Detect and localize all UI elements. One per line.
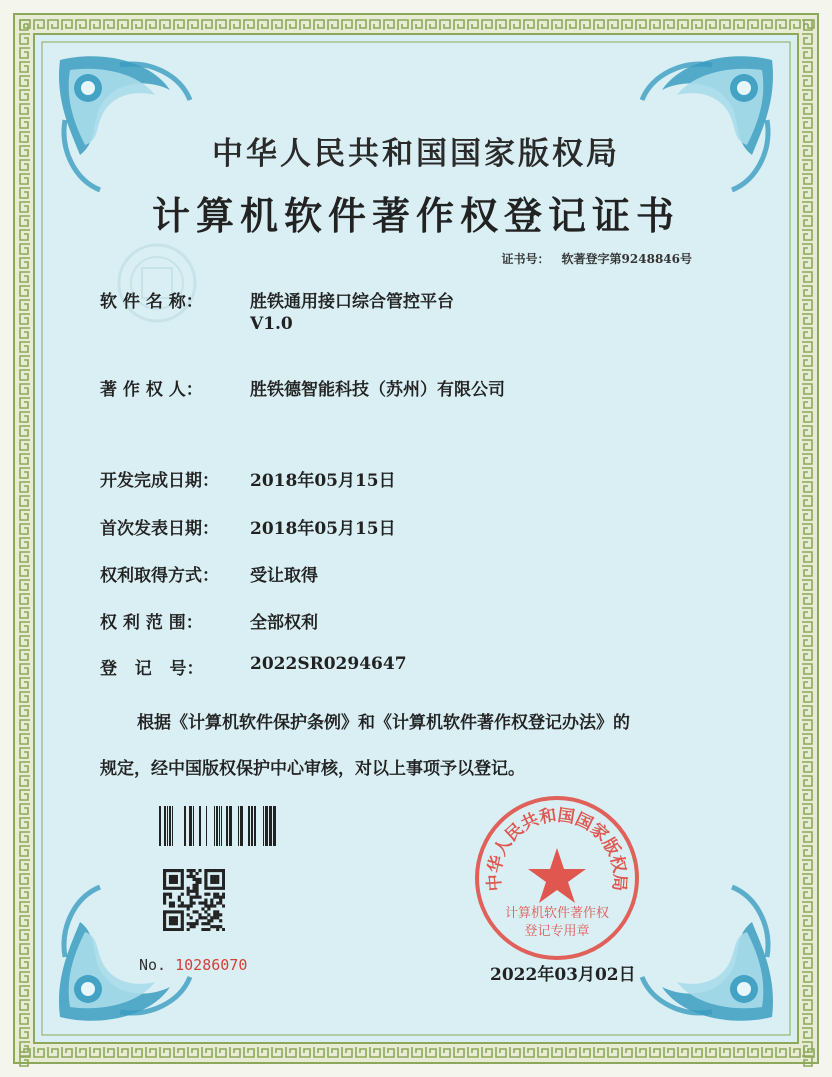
qr-module xyxy=(178,899,181,902)
qr-module xyxy=(193,925,196,928)
qr-module xyxy=(204,869,207,872)
qr-module xyxy=(190,875,193,878)
qr-module xyxy=(204,910,207,913)
barcode-bar xyxy=(189,806,192,846)
qr-module xyxy=(175,887,178,890)
barcode-bar xyxy=(254,806,256,846)
qr-module xyxy=(181,910,184,913)
qr-module xyxy=(166,869,169,872)
qr-module xyxy=(213,916,216,919)
qr-module xyxy=(195,872,198,875)
qr-module xyxy=(216,913,219,916)
barcode-bar xyxy=(172,806,173,846)
qr-module xyxy=(187,922,190,925)
qr-module xyxy=(210,916,213,919)
qr-module xyxy=(193,875,196,878)
qr-module xyxy=(213,904,216,907)
qr-module xyxy=(163,899,166,902)
qr-module xyxy=(175,875,178,878)
qr-module xyxy=(210,869,213,872)
statement-line-2: 规定，经中国版权保护中心审核，对以上事项予以登记。 xyxy=(100,759,525,779)
qr-module xyxy=(190,872,193,875)
qr-module xyxy=(198,881,201,884)
field-value-software-name: 胜铁通用接口综合管控平台 xyxy=(250,292,454,312)
qr-module xyxy=(169,896,172,899)
qr-module xyxy=(163,922,166,925)
qr-module xyxy=(210,925,213,928)
qr-module xyxy=(216,869,219,872)
qr-module xyxy=(172,887,175,890)
barcode-bar xyxy=(265,806,268,846)
qr-module xyxy=(172,869,175,872)
qr-module xyxy=(222,869,225,872)
qr-module xyxy=(175,928,178,931)
qr-module xyxy=(207,919,210,922)
qr-module xyxy=(216,901,219,904)
qr-module xyxy=(181,875,184,878)
qr-module xyxy=(190,890,193,893)
qr-module xyxy=(210,875,213,878)
barcode-bar xyxy=(193,806,194,846)
qr-module xyxy=(213,887,216,890)
qr-module xyxy=(172,919,175,922)
qr-module xyxy=(172,901,175,904)
qr-module xyxy=(181,916,184,919)
qr-module xyxy=(169,875,172,878)
qr-module xyxy=(222,884,225,887)
qr-module xyxy=(178,910,181,913)
field-label-publication-date: 首次发表日期： xyxy=(100,519,219,539)
qr-module xyxy=(195,922,198,925)
qr-module xyxy=(219,913,222,916)
qr-module xyxy=(204,928,207,931)
serial-prefix: No. xyxy=(139,956,167,974)
qr-module xyxy=(163,919,166,922)
qr-module xyxy=(187,928,190,931)
qr-module xyxy=(172,878,175,881)
qr-module xyxy=(166,893,169,896)
qr-module xyxy=(204,881,207,884)
barcode-bar xyxy=(216,806,218,846)
qr-module xyxy=(219,925,222,928)
qr-module xyxy=(178,887,181,890)
watermark-emblem xyxy=(112,238,202,328)
qr-module xyxy=(181,922,184,925)
qr-module xyxy=(163,869,166,872)
seal-inner-line-1: 计算机软件著作权 xyxy=(504,906,610,921)
qr-module xyxy=(169,904,172,907)
qr-module xyxy=(181,869,184,872)
qr-module xyxy=(175,919,178,922)
qr-module xyxy=(172,910,175,913)
qr-module xyxy=(195,884,198,887)
issuer-heading: 中华人民共和国国家版权局 xyxy=(212,136,620,172)
qr-module xyxy=(222,872,225,875)
qr-module xyxy=(178,904,181,907)
qr-module xyxy=(219,887,222,890)
certificate-number xyxy=(502,250,692,267)
qr-module xyxy=(181,901,184,904)
qr-module xyxy=(190,896,193,899)
field-label-rights-scope: 权 利 范 围： xyxy=(100,613,203,633)
qr-module xyxy=(163,884,166,887)
qr-module xyxy=(207,922,210,925)
qr-module xyxy=(198,901,201,904)
qr-module xyxy=(213,881,216,884)
qr-module xyxy=(204,904,207,907)
qr-module xyxy=(213,910,216,913)
qr-module xyxy=(172,875,175,878)
official-seal xyxy=(472,793,642,963)
serial-number xyxy=(139,956,247,974)
qr-module xyxy=(169,916,172,919)
qr-module xyxy=(193,884,196,887)
qr-module xyxy=(210,887,213,890)
qr-module xyxy=(166,887,169,890)
barcode-bar xyxy=(167,806,168,846)
qr-module xyxy=(181,881,184,884)
barcode-bar xyxy=(238,806,239,846)
qr-module xyxy=(201,928,204,931)
qr-module xyxy=(210,899,213,902)
qr-module xyxy=(190,899,193,902)
qr-module xyxy=(163,881,166,884)
barcode-bar xyxy=(214,806,215,846)
qr-module xyxy=(190,869,193,872)
qr-module xyxy=(213,878,216,881)
qr-module xyxy=(181,913,184,916)
qr-module xyxy=(175,878,178,881)
qr-module xyxy=(166,928,169,931)
barcode-bar xyxy=(184,806,186,846)
qr-module xyxy=(207,907,210,910)
qr-module xyxy=(190,925,193,928)
qr-module xyxy=(172,904,175,907)
qr-module xyxy=(207,893,210,896)
qr-module xyxy=(181,878,184,881)
qr-module xyxy=(181,919,184,922)
qr-module xyxy=(222,881,225,884)
qr-module xyxy=(172,922,175,925)
qr-module xyxy=(187,913,190,916)
qr-module xyxy=(195,896,198,899)
qr-module xyxy=(163,887,166,890)
certificate-number-value: 软著登字第9248846号 xyxy=(561,252,692,266)
serial-value: 10286070 xyxy=(175,956,248,974)
qr-module xyxy=(187,887,190,890)
qr-module xyxy=(175,910,178,913)
qr-module xyxy=(198,869,201,872)
qr-module xyxy=(219,901,222,904)
qr-module xyxy=(201,907,204,910)
qr-module xyxy=(169,878,172,881)
qr-module xyxy=(210,878,213,881)
barcode-bar xyxy=(251,806,253,846)
qr-module xyxy=(213,913,216,916)
qr-module xyxy=(216,916,219,919)
qr-module xyxy=(175,922,178,925)
qr-module xyxy=(190,904,193,907)
qr-module xyxy=(187,875,190,878)
field-value-registration-number: 2022SR0294647 xyxy=(250,654,407,674)
qr-module xyxy=(219,869,222,872)
qr-module xyxy=(219,896,222,899)
field-value-completion-date: 2018年05月15日 xyxy=(250,471,396,491)
seal-ring-text: 中华人民共和国国家版权局 xyxy=(484,805,630,892)
qr-module xyxy=(195,919,198,922)
qr-module xyxy=(163,875,166,878)
qr-module xyxy=(163,896,166,899)
issue-date: 2022年03月02日 xyxy=(490,965,636,985)
qr-module xyxy=(213,869,216,872)
barcode-bar xyxy=(219,806,220,846)
qr-module xyxy=(219,919,222,922)
qr-module xyxy=(175,881,178,884)
qr-module xyxy=(204,893,207,896)
qr-module xyxy=(198,916,201,919)
barcode-bar xyxy=(229,806,232,846)
qr-module xyxy=(204,887,207,890)
qr-module xyxy=(219,899,222,902)
qr-module xyxy=(207,904,210,907)
qr-module xyxy=(195,887,198,890)
qr-module xyxy=(181,872,184,875)
field-value-rights-scope: 全部权利 xyxy=(250,613,318,633)
qr-module xyxy=(169,881,172,884)
qr-module xyxy=(169,910,172,913)
qr-module xyxy=(210,901,213,904)
qr-module xyxy=(181,884,184,887)
qr-module xyxy=(195,893,198,896)
qr-module xyxy=(193,901,196,904)
qr-module xyxy=(207,887,210,890)
certificate-number-label: 证书号： xyxy=(501,252,550,266)
qr-module xyxy=(163,878,166,881)
qr-module xyxy=(193,878,196,881)
barcode-bar xyxy=(273,806,276,846)
qr-module xyxy=(181,893,184,896)
qr-module xyxy=(187,890,190,893)
qr-module xyxy=(204,875,207,878)
qr-module xyxy=(195,881,198,884)
qr-module xyxy=(204,899,207,902)
qr-module xyxy=(222,875,225,878)
qr-module xyxy=(187,869,190,872)
field-label-software-name: 软 件 名 称： xyxy=(100,292,203,312)
qr-module xyxy=(163,910,166,913)
qr-module xyxy=(163,913,166,916)
qr-module xyxy=(216,910,219,913)
qr-module xyxy=(193,922,196,925)
barcode-bar xyxy=(159,806,161,846)
qr-module xyxy=(184,904,187,907)
qr-module xyxy=(198,913,201,916)
statement-line-1: 根据《计算机软件保护条例》和《计算机软件著作权登记办法》的 xyxy=(137,713,630,733)
barcode-bar xyxy=(263,806,264,846)
qr-module xyxy=(181,925,184,928)
qr-module xyxy=(169,919,172,922)
qr-module xyxy=(207,869,210,872)
barcode-bar xyxy=(226,806,228,846)
qr-module xyxy=(195,910,198,913)
qr-module xyxy=(213,893,216,896)
qr-module xyxy=(163,916,166,919)
barcode-bar xyxy=(240,806,243,846)
qr-module xyxy=(204,878,207,881)
qr-module xyxy=(216,925,219,928)
qr-module xyxy=(172,916,175,919)
qr-module xyxy=(210,919,213,922)
qr-module xyxy=(181,904,184,907)
qr-module xyxy=(222,904,225,907)
barcode-bar xyxy=(199,806,201,846)
qr-module xyxy=(198,896,201,899)
qr-module xyxy=(169,887,172,890)
qr-module xyxy=(190,916,193,919)
qr-module xyxy=(172,928,175,931)
qr-module xyxy=(190,922,193,925)
qr-module xyxy=(166,910,169,913)
qr-module xyxy=(163,872,166,875)
qr-module xyxy=(216,896,219,899)
qr-code xyxy=(163,869,225,931)
qr-module xyxy=(204,916,207,919)
qr-module xyxy=(187,904,190,907)
qr-module xyxy=(195,890,198,893)
field-label-registration-number: 登 记 号： xyxy=(100,659,204,679)
field-value-acquisition-method: 受让取得 xyxy=(250,566,318,586)
qr-module xyxy=(204,884,207,887)
qr-module xyxy=(213,875,216,878)
barcode-bar xyxy=(164,806,166,846)
qr-module xyxy=(193,896,196,899)
qr-module xyxy=(204,872,207,875)
qr-module xyxy=(187,893,190,896)
qr-module xyxy=(190,901,193,904)
field-label-copyright-owner: 著 作 权 人： xyxy=(100,380,203,400)
qr-module xyxy=(204,901,207,904)
qr-module xyxy=(201,916,204,919)
qr-module xyxy=(169,869,172,872)
qr-module xyxy=(193,887,196,890)
barcode-bar xyxy=(206,806,207,846)
qr-module xyxy=(222,887,225,890)
qr-module xyxy=(181,887,184,890)
qr-module xyxy=(222,893,225,896)
field-value-publication-date: 2018年05月15日 xyxy=(250,519,396,539)
field-label-acquisition-method: 权利取得方式： xyxy=(100,566,219,586)
qr-module xyxy=(216,928,219,931)
qr-module xyxy=(216,878,219,881)
seal-inner-line-2: 登记专用章 xyxy=(524,924,590,939)
qr-module xyxy=(163,901,166,904)
barcode-bar xyxy=(169,806,171,846)
qr-module xyxy=(207,928,210,931)
qr-module xyxy=(163,925,166,928)
barcode xyxy=(159,806,277,846)
qr-module xyxy=(181,928,184,931)
qr-module xyxy=(204,922,207,925)
qr-module xyxy=(222,896,225,899)
qr-module xyxy=(163,928,166,931)
qr-module xyxy=(195,878,198,881)
field-label-completion-date: 开发完成日期： xyxy=(100,471,219,491)
qr-module xyxy=(169,928,172,931)
barcode-bar xyxy=(221,806,222,846)
qr-module xyxy=(187,907,190,910)
qr-module xyxy=(172,881,175,884)
qr-module xyxy=(222,878,225,881)
qr-module xyxy=(178,928,181,931)
qr-module xyxy=(169,901,172,904)
qr-module xyxy=(169,922,172,925)
barcode-bar xyxy=(269,806,272,846)
qr-module xyxy=(216,887,219,890)
qr-module xyxy=(178,869,181,872)
qr-module xyxy=(175,869,178,872)
qr-module xyxy=(222,928,225,931)
seal-star-icon xyxy=(528,848,586,903)
qr-module xyxy=(175,916,178,919)
qr-module xyxy=(216,893,219,896)
qr-module xyxy=(163,893,166,896)
qr-module xyxy=(207,913,210,916)
qr-module xyxy=(201,922,204,925)
qr-module xyxy=(193,890,196,893)
qr-module xyxy=(178,896,181,899)
qr-module xyxy=(210,881,213,884)
qr-module xyxy=(193,910,196,913)
qr-module xyxy=(216,875,219,878)
qr-module xyxy=(201,901,204,904)
certificate-title: 计算机软件著作权登记证书 xyxy=(151,193,680,238)
qr-module xyxy=(210,904,213,907)
qr-module xyxy=(216,881,219,884)
qr-module xyxy=(213,925,216,928)
field-value-software-version: V1.0 xyxy=(250,314,293,334)
qr-module xyxy=(213,896,216,899)
qr-module xyxy=(169,893,172,896)
barcode-bar xyxy=(248,806,250,846)
field-value-copyright-owner: 胜铁德智能科技（苏州）有限公司 xyxy=(250,380,505,400)
qr-module xyxy=(193,869,196,872)
qr-module xyxy=(198,878,201,881)
